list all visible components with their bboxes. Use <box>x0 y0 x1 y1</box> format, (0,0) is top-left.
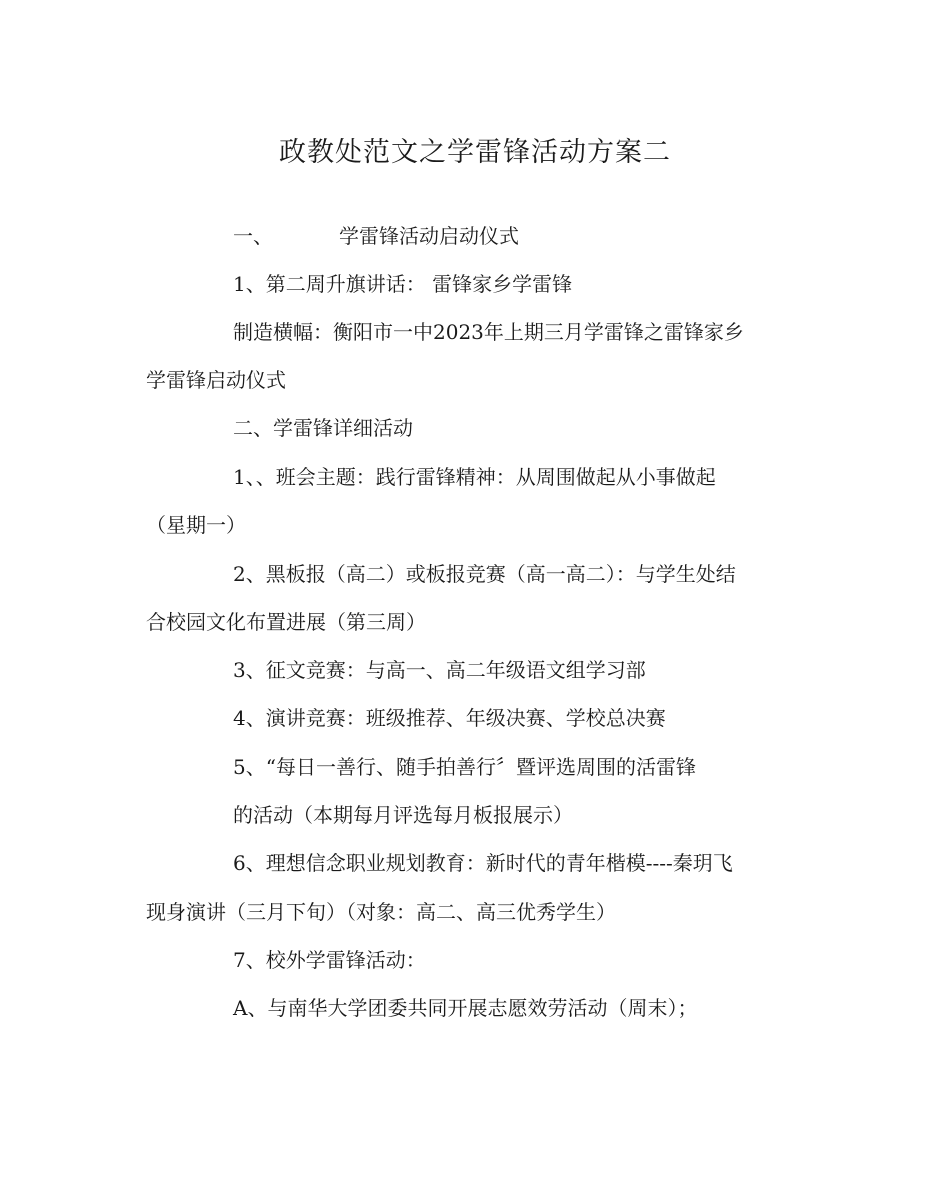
list-item-line: 7、校外学雷锋活动： <box>233 948 426 972</box>
list-item-line: 6、理想信念职业规划教育：新时代的青年楷模----秦玥飞 <box>233 851 733 875</box>
list-item-line: 的活动（本期每月评选每月板报展示） <box>233 803 573 827</box>
list-item-line: 3、征文竞赛：与高一、高二年级语文组学习部 <box>233 658 646 682</box>
section-heading-1 <box>233 221 519 251</box>
paragraph-line: 制造横幅：衡阳市一中2023年上期三月学雷锋之雷锋家乡 <box>233 320 744 344</box>
section-heading-2: 二、学雷锋详细活动 <box>233 416 413 440</box>
list-item-line: 现身演讲（三月下旬）（对象：高二、高三优秀学生） <box>146 900 616 924</box>
paragraph-line: 学雷锋启动仪式 <box>146 368 286 392</box>
paragraph-line: 1、第二周升旗讲话： 雷锋家乡学雷锋 <box>233 272 573 296</box>
section-number: 一、 <box>233 224 273 248</box>
list-item-line: 5、“每日一善行、随手拍善行〞暨评选周围的活雷锋 <box>233 755 696 779</box>
list-item-line: A、与南华大学团委共同开展志愿效劳活动（周末）； <box>233 996 698 1020</box>
list-item-line: 2、黑板报（高二）或板报竞赛（高一高二）：与学生处结 <box>233 562 736 586</box>
list-item-line: 4、演讲竞赛：班级推荐、年级决赛、学校总决赛 <box>233 706 666 730</box>
list-item-line: （星期一） <box>146 513 246 537</box>
list-item-line: 1、、班会主题：践行雷锋精神：从周围做起从小事做起 <box>233 465 716 489</box>
list-item-line: 合校园文化布置进展（第三周） <box>146 610 426 634</box>
section-title: 学雷锋活动启动仪式 <box>339 224 519 248</box>
document-title: 政教处范文之学雷锋活动方案二 <box>279 137 671 168</box>
